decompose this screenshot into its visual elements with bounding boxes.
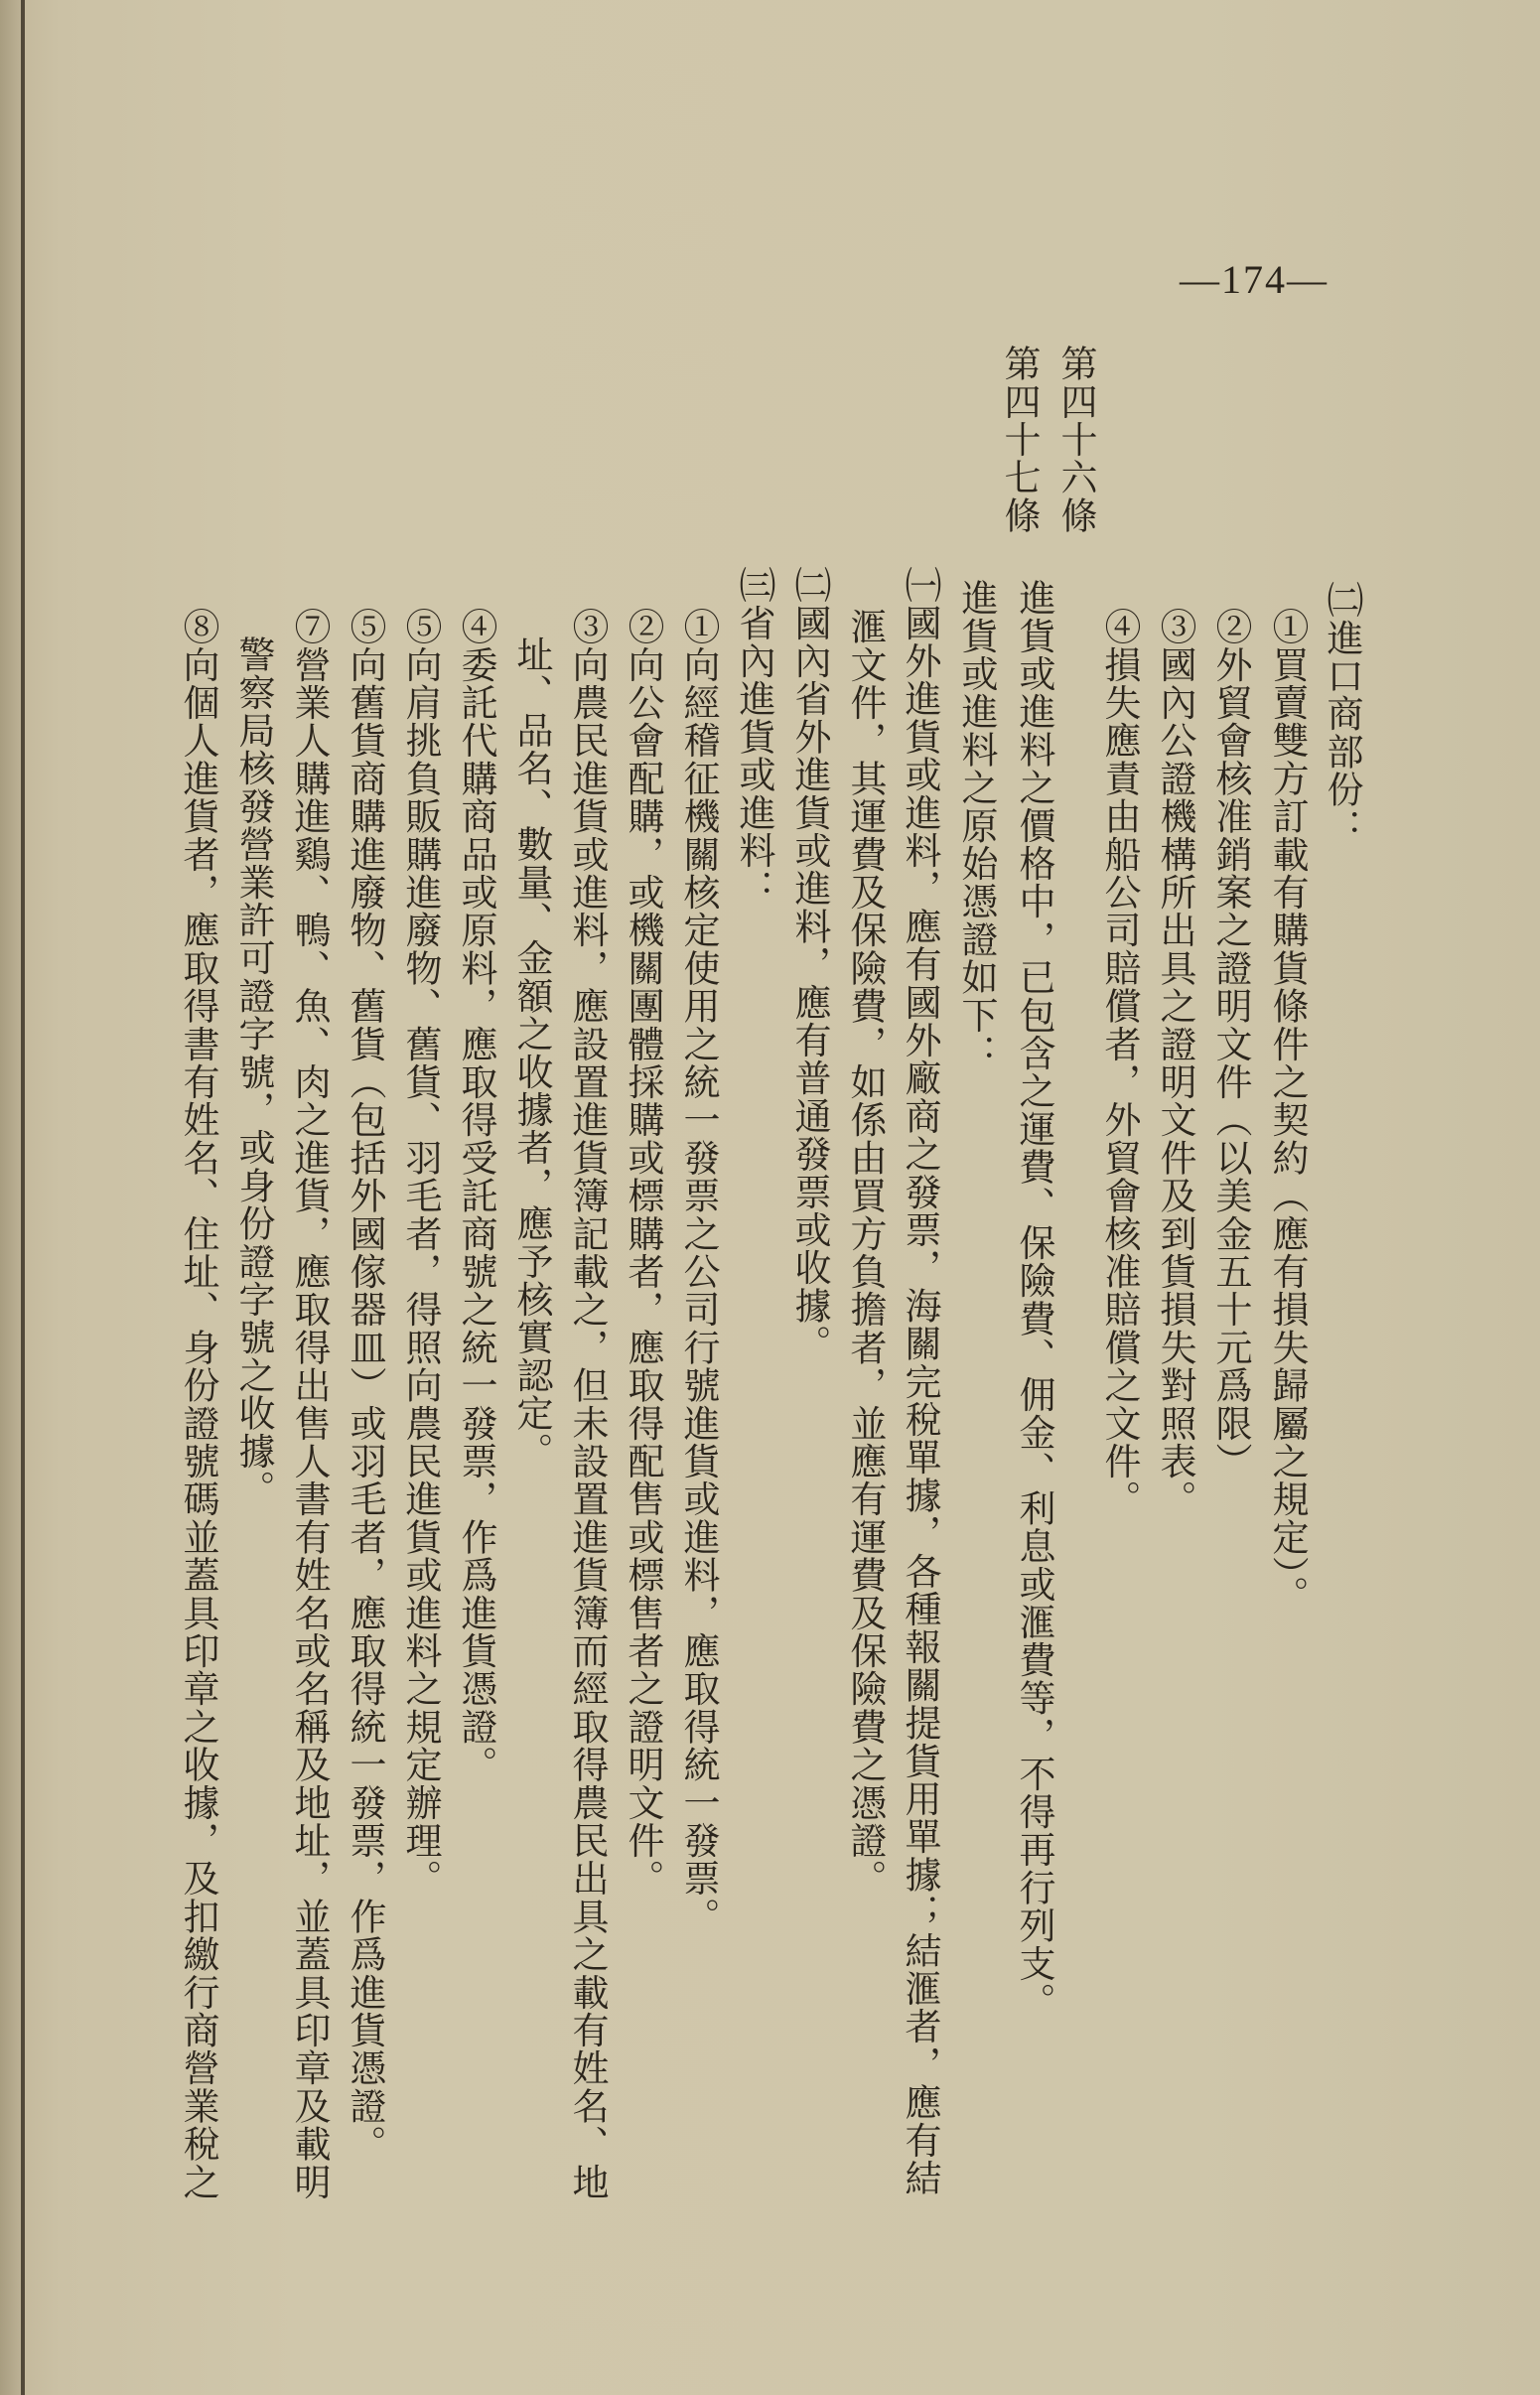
article-47-text: 進貨或進料之原始憑證如下： <box>955 579 998 1072</box>
article-47-item-1-line1: ㈠國外進貨或進料，應有國外廠商之發票，海關完稅單據，各種報關提貨用單據；結滙者，應有結 <box>899 566 941 2197</box>
domestic-item-3-line2: 址、品名、數量、金額之收據者，應予核實認定。 <box>510 635 553 1471</box>
domestic-item-7-line2: 警察局核發營業許可證字號，或身份證字號之收據。 <box>232 635 275 1508</box>
importer-item-3: ③國內公證機構所出具之證明文件及到貨損失對照表。 <box>1154 608 1196 1518</box>
domestic-item-4: ④委託代購商品或原料，應取得受託商號之統一發票，作爲進貨憑證。 <box>455 608 497 1784</box>
article-46-label: 第四十六條 <box>1054 345 1097 534</box>
article-47-item-3: ㈢省內進貨或進料： <box>733 566 775 908</box>
binding-edge <box>21 0 25 2395</box>
domestic-item-7-line1: ⑦營業人購進鷄、鴨、魚、肉之進貨，應取得出售人書有姓名或名稱及地址，並蓋具印章及載明 <box>288 608 331 2201</box>
domestic-item-8: ⑧向個人進貨者，應取得書有姓名、住址、身份證號碼並蓋具印章之收據，及扣繳行商營業稅之 <box>177 608 219 2201</box>
article-46-text: 進貨或進料之價格中，已包含之運費、保險費、佣金、利息或滙費等，不得再行列支。 <box>1013 579 1055 2021</box>
domestic-item-1: ①向經稽征機關核定使用之統一發票之公司行號進貨或進料，應取得統一發票。 <box>677 608 720 1935</box>
article-47-label: 第四十七條 <box>998 345 1041 534</box>
binding-shadow <box>0 0 21 2395</box>
section-heading-importer: ㈡進口商部份： <box>1321 581 1363 847</box>
importer-item-2: ②外貿會核准銷案之證明文件（以美金五十元爲限） <box>1209 608 1252 1480</box>
domestic-item-6: ⑤向舊貨商購進廢物、舊貨（包括外國傢器皿）或羽毛者，應取得統一發票，作爲進貨憑證。 <box>344 608 386 2164</box>
article-47-item-1-line2: 滙文件，其運費及保險費，如係由買方負擔者，並應有運費及保險費之憑證。 <box>844 608 887 1898</box>
importer-item-4: ④損失應責由船公司賠償者，外貿會核准賠償之文件。 <box>1098 608 1141 1518</box>
domestic-item-2: ②向公會配購，或機關團體採購或標購者，應取得配售或標售者之證明文件。 <box>622 608 664 1898</box>
page-number: —174— <box>1180 257 1329 302</box>
domestic-item-5: ⑤向肩挑負販購進廢物、舊貨、羽毛者，得照向農民進貨或進料之規定辦理。 <box>399 608 442 1898</box>
article-47-item-2: ㈡國內省外進貨或進料，應有普通發票或收據。 <box>788 566 831 1363</box>
importer-item-1: ①買賣雙方訂載有購貨條件之契約（應有損失歸屬之規定）。 <box>1266 608 1309 1614</box>
domestic-item-3-line1: ③向農民進貨或進料，應設置進貨簿記載之，但未設置進貨簿而經取得農民出具之載有姓名、地 <box>566 608 609 2201</box>
